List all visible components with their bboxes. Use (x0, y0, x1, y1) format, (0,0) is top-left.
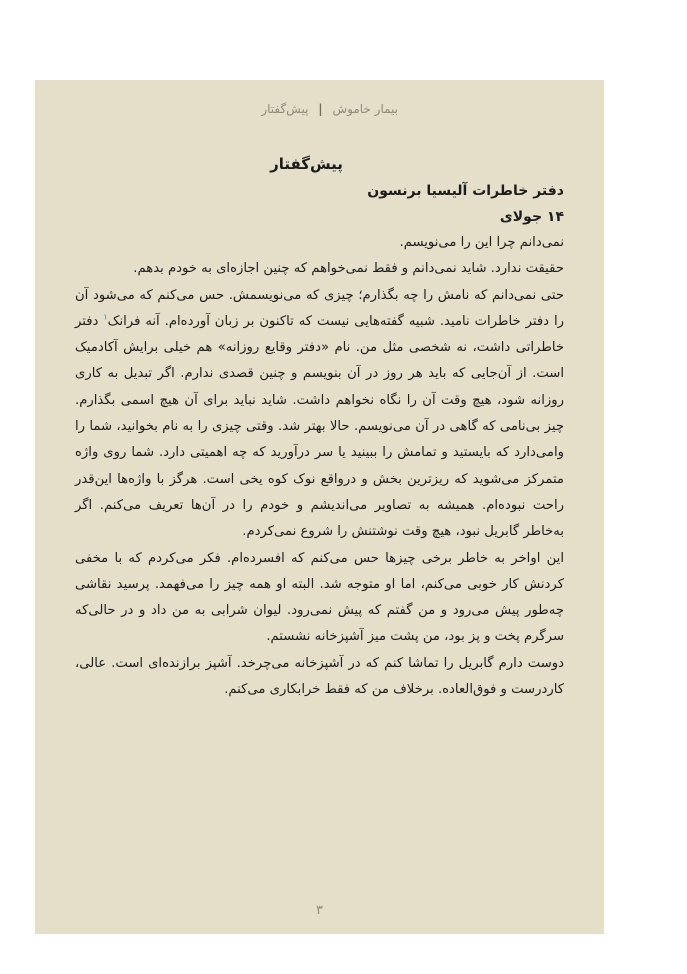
paragraph-2: حقیقت ندارد. شاید نمی‌دانم و فقط نمی‌خواهم که چنین اجازه‌ای به خودم بدهم. (133, 261, 564, 277)
paragraph-3-text-b: دفتر خاطراتی داشت، نه شخصی مثل من. نام «دفتر وقایع روزانه» هم خیلی برایش آکادمیک است. از آن‌جایی که باید هر روز در آن بنویسم و چنین قصدی ندارم. اگر تبدیل به کاری روزانه شود، هیچ وقت آن را نگاه نخواهم داشت. شاید نباید برای آن هیچ اسمی بگذارم. چیز بی‌نامی که گاهی در آن می‌نویسم. حالا بهتر شد. وقتی چیزی را به نام بخوانید، شما را وامی‌دارد که بایستید و تمامش را ببینید یا سر درآورید که چه اهمیتی دارد. شما روی واژه متمرکز می‌شوید که ریزترین بخش و درواقع نوک کوه یخی است. هرگز با واژه‌ها این‌قدر راحت نبوده‌ام. همیشه به تصاویر می‌اندیشم و خودم را در آن‌ها تعریف می‌کنم. اگر به‌خاطر گابریل نبود، هیچ وقت نوشتنش را شروع نمی‌کردم. (75, 313, 564, 540)
header-book-title: بیمار خاموش (332, 102, 398, 116)
paragraph-3 (75, 283, 564, 546)
running-header (261, 102, 398, 116)
footnote-marker[interactable]: ۱ (103, 312, 108, 322)
page-number: ۳ (316, 903, 323, 918)
paragraph-1: نمی‌دانم چرا این را می‌نویسم. (399, 235, 564, 250)
book-page (35, 80, 604, 934)
paragraph-4: این اواخر به خاطر برخی چیزها حس می‌کنم که افسرده‌ام. فکر می‌کردم که با مخفی کردنش کار خوبی می‌کنم، اما او متوجه شد. البته او همه چیز را می‌فهمد. پرسید نقاشی چه‌طور پیش می‌رود و من گفتم که پیش نمی‌رود. لیوان شرابی به من داد و در حالی‌که سرگرم پخت و پز بود، من پشت میز آشپزخانه نشستم. (75, 550, 564, 645)
diary-date: ۱۴ جولای (499, 209, 564, 225)
header-separator: | (318, 102, 323, 116)
diary-subtitle: دفتر خاطرات آلیسیا برنسون (367, 183, 564, 199)
paragraph-3-text-a: حتی نمی‌دانم که نامش را چه بگذارم؛ چیزی که می‌نویسمش. حس می‌کنم که می‌شود آن را دفتر خاطرات نامید. شبیه گفته‌هایی نیست که تاکنون بر زبان آورده‌ام. آنه فرانک (75, 287, 564, 329)
header-section: پیش‌گفتار (261, 102, 309, 116)
chapter-title: پیش‌گفتار (270, 155, 343, 173)
paragraph-5: دوست دارم گابریل را تماشا کنم که در آشپزخانه می‌چرخد. آشپز برازنده‌ای است. عالی، کاردرست و فوق‌العاده. برخلاف من که فقط خرابکاری می‌کنم. (75, 655, 564, 698)
page-content (75, 150, 564, 703)
